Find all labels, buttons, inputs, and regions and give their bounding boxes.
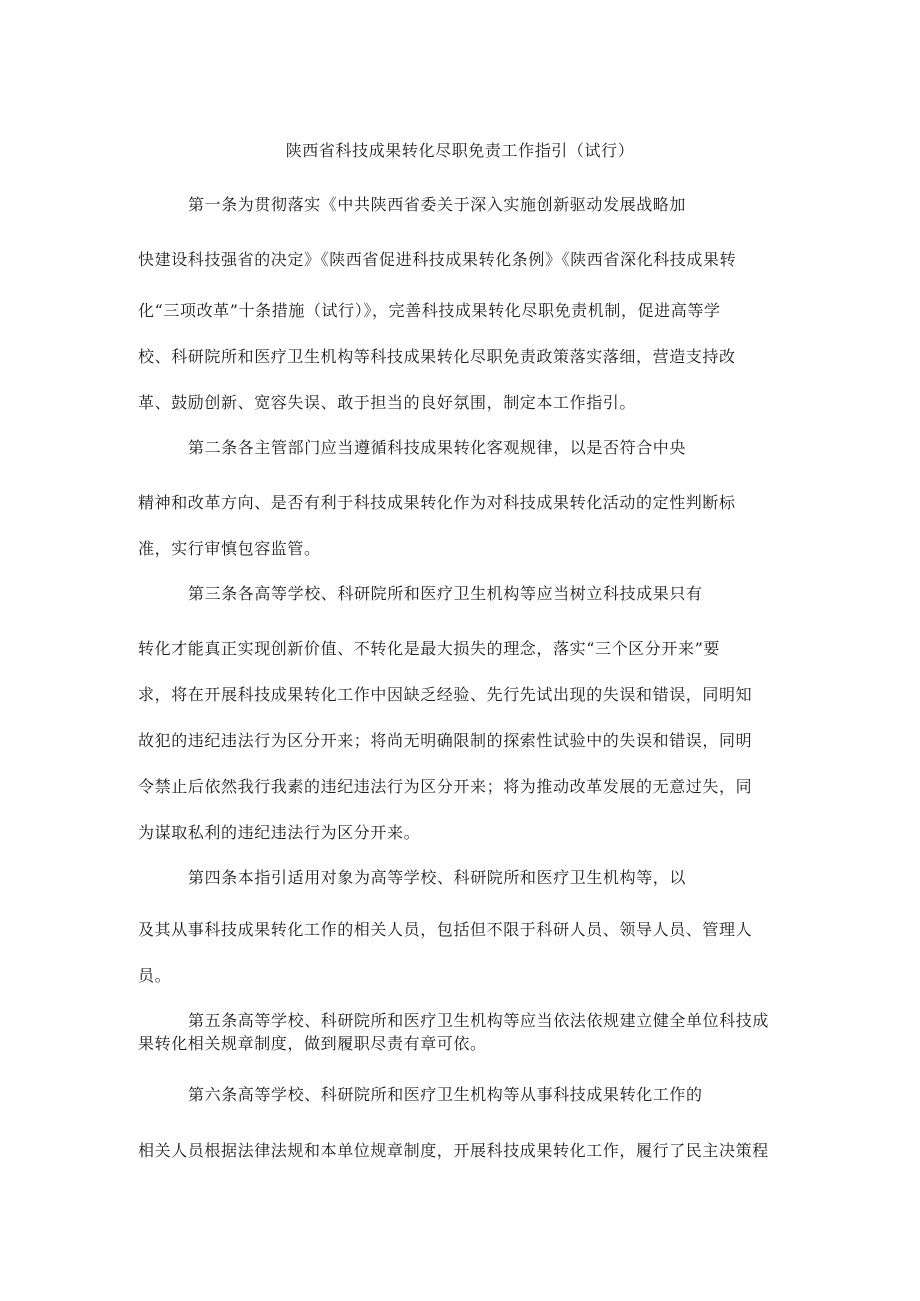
article-1-line-3: 化“三项改革”十条措施（试行）》，完善科技成果转化尽职免责机制，促进高等学 [138,301,721,320]
article-6-line-2: 相关人员根据法律法规和本单位规章制度，开展科技成果转化工作，履行了民主决策程 [138,1141,769,1160]
article-4-line-2: 及其从事科技成果转化工作的相关人员，包括但不限于科研人员、领导人员、管理人 [138,920,753,939]
article-3-line-3: 求，将在开展科技成果转化工作中因缺乏经验、先行先试出现的失误和错误，同明知 [138,685,753,704]
document-title: 陕西省科技成果转化尽职免责工作指引（试行） [285,141,635,160]
article-1-line-1: 第一条为贯彻落实《中共陕西省委关于深入实施创新驱动发展战略加 [188,195,687,214]
article-6-line-1: 第六条高等学校、科研院所和医疗卫生机构等从事科技成果转化工作的 [188,1085,703,1104]
article-3-line-2: 转化才能真正实现创新价值、不转化是最大损失的理念，落实“三个区分开来”要 [138,639,720,658]
article-3-line-5: 令禁止后依然我行我素的违纪违法行为区分开来；将为推动改革发展的无意过失，同 [138,777,753,796]
article-1-line-4: 校、科研院所和医疗卫生机构等科技成果转化尽职免责政策落实落细，营造支持改 [138,347,736,366]
article-2-line-2: 精神和改革方向、是否有利于科技成果转化作为对科技成果转化活动的定性判断标 [138,493,736,512]
article-1-line-5: 革、鼓励创新、宽容失误、敢于担当的良好氛围，制定本工作指引。 [138,393,637,412]
article-5-line-2: 果转化相关规章制度，做到履职尽责有章可依。 [138,1034,487,1053]
article-4-line-3: 员。 [138,966,172,985]
article-3-line-1: 第三条各高等学校、科研院所和医疗卫生机构等应当树立科技成果只有 [188,584,703,603]
article-3-line-4: 故犯的违纪违法行为区分开来；将尚无明确限制的探索性试验中的失误和错误，同明 [138,731,753,750]
article-5-line-1: 第五条高等学校、科研院所和医疗卫生机构等应当依法依规建立健全单位科技成 [188,1011,770,1030]
article-2-line-1: 第二条各主管部门应当遵循科技成果转化客观规律，以是否符合中央 [188,438,687,457]
article-2-line-3: 准，实行审慎包容监管。 [138,539,321,558]
article-4-line-1: 第四条本指引适用对象为高等学校、科研院所和医疗卫生机构等，以 [188,868,687,887]
article-1-line-2: 快建设科技强省的决定》《陕西省促进科技成果转化条例》《陕西省深化科技成果转 [138,250,737,269]
article-3-line-6: 为谋取私利的违纪违法行为区分开来。 [138,823,421,842]
